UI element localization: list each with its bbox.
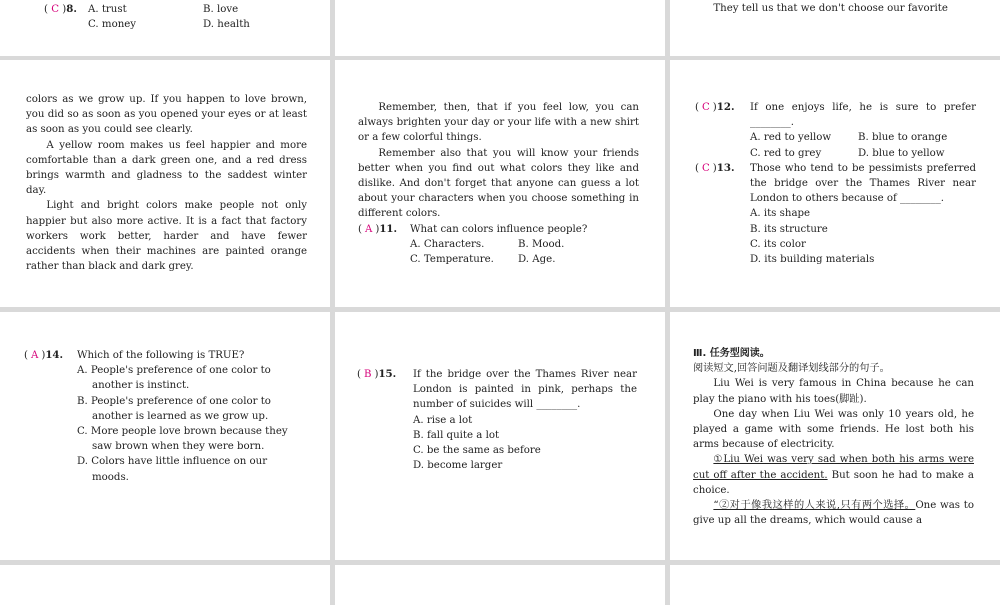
- instruction: 阅读短文,回答问题及翻译划线部分的句子。: [693, 363, 890, 375]
- option-a: A. its shape: [750, 208, 811, 220]
- panel-top-right: [670, 0, 1000, 56]
- question-number: 12.: [716, 101, 735, 113]
- panel-task-reading: [670, 312, 1000, 560]
- question-11: ( A )11. What can colors influence people?: [358, 222, 588, 235]
- option-b: B. its structure: [750, 223, 828, 235]
- question-stem: If the bridge over the Thames River near London is painted in pink, perhaps the number of suicides will ________.: [413, 369, 637, 411]
- passage-line: They tell us that we don't choose our favorite: [713, 3, 948, 15]
- option-a: A. People's preference of one color to another is instinct.: [77, 365, 271, 392]
- option-c: C. Temperature.: [410, 254, 494, 266]
- answer-12: C: [701, 102, 710, 113]
- option-b: B. People's preference of one color to another is learned as we grow up.: [77, 395, 271, 422]
- question-15: ( B )15. If the bridge over the Thames River near London is painted in pink, perhaps the number of suicides will ________.: [357, 368, 637, 411]
- answer-13: C: [701, 162, 710, 174]
- option-d: D. become larger: [413, 460, 503, 472]
- panel-questions-12-13: [670, 60, 1000, 307]
- question-number: 11.: [379, 222, 398, 235]
- answer-11: A: [364, 223, 373, 235]
- option-d: D. its building materials: [750, 254, 875, 266]
- answer-14: A: [30, 350, 39, 361]
- options: [24, 363, 307, 485]
- section-heading: Ⅲ. 任务型阅读。: [693, 348, 770, 359]
- paragraph: [693, 452, 974, 498]
- option-b: B. fall quite a lot: [413, 429, 500, 441]
- question-stem: Those who tend to be pessimists preferred the bridge over the Thames River near London to others because of ________.: [750, 162, 976, 205]
- option-d: D. Colors have little influence on our moods.: [77, 456, 268, 483]
- question-12: ( C )12. If one enjoys life, he is sure to prefer ________.: [695, 101, 976, 129]
- panel-question-15: [335, 312, 665, 560]
- panel-bottom-middle: [335, 565, 665, 605]
- option-b: B. love: [203, 4, 239, 15]
- answer-8: C: [51, 4, 60, 15]
- paragraph: Remember, then, that if you feel low, you can always brighten your day or your life with a new shirt or a few colorful things.: [358, 102, 639, 144]
- option-b: B. Mood.: [518, 238, 565, 250]
- option-d: D. health: [203, 19, 250, 31]
- question-13: ( C )13. Those who tend to be pessimists preferred the bridge over the Thames River near London to others because of ________.: [695, 161, 976, 205]
- panel-bottom-left: [0, 565, 330, 605]
- question-number: 13.: [716, 161, 735, 174]
- panel-question-14: [0, 312, 330, 560]
- answer-15: B: [363, 369, 372, 380]
- option-c: C. be the same as before: [413, 445, 541, 457]
- paragraph: One day when Liu Wei was only 10 years old, he played a game with some friends. He lost both his arms because of electricity.: [693, 408, 974, 451]
- option-d: D. Age.: [518, 254, 556, 266]
- option-b: B. blue to orange: [858, 132, 948, 144]
- question-8: ( C )8. A. trust B. love C. money D. health: [44, 2, 314, 32]
- option-c: C. red to grey: [750, 147, 822, 159]
- panel-top-left: [0, 0, 330, 56]
- options: [695, 130, 976, 160]
- option-c: C. its color: [750, 238, 806, 250]
- question-number: 8.: [66, 3, 77, 15]
- question-stem: Which of the following is TRUE?: [77, 350, 245, 361]
- sentence: But soon he had to make a choice.: [693, 469, 974, 496]
- panel-bottom-right: [670, 565, 1000, 605]
- panel-passage-remember: [335, 60, 665, 307]
- question-stem: If one enjoys life, he is sure to prefer ________.: [750, 102, 976, 129]
- panel-passage-colors: [0, 60, 330, 307]
- option-a: A. trust: [88, 4, 127, 15]
- question-number: 15.: [378, 368, 397, 380]
- question-stem: What can colors influence people?: [410, 223, 588, 235]
- paragraph: A yellow room makes us feel happier and more comfortable than a dark green one, and a red dress brings warmth and gladness to the saddest winter day.: [26, 139, 307, 197]
- option-a: A. rise a lot: [413, 414, 473, 426]
- question-number: 14.: [45, 349, 64, 361]
- panel-top-middle: [335, 0, 665, 56]
- option-d: D. blue to yellow: [858, 147, 945, 159]
- options: [358, 237, 639, 267]
- option-a: A. red to yellow: [750, 132, 832, 144]
- option-c: C. money: [88, 19, 137, 31]
- underlined-sentence-2: “②对于像我这样的人来说,只有两个选择。: [713, 500, 916, 512]
- paragraph: Remember also that you will know your friends better when you find out what colors they like and dislike. And don't forget that anyone can guess a lot about your characters when you choose something in different colors.: [358, 147, 639, 220]
- options: [695, 206, 976, 267]
- paragraph: Liu Wei is very famous in China because he can play the piano with his toes(脚趾).: [693, 378, 974, 405]
- paragraph: Light and bright colors make people not only happier but also more active. It is a fact that factory workers work better, harder and have fewer accidents when their machines are painted orange rather than black and dark grey.: [26, 200, 307, 273]
- option-c: C. More people love brown because they saw brown when they were born.: [77, 426, 288, 453]
- options: [357, 413, 637, 474]
- sentence: One was to give up all the dreams, which would cause a: [693, 500, 974, 527]
- paragraph: colors as we grow up. If you happen to love brown, you did so as soon as you opened your eyes or at least as soon as you could see clearly.: [26, 94, 307, 136]
- question-14: ( A )14. Which of the following is TRUE?: [24, 349, 245, 361]
- paragraph: [693, 498, 974, 528]
- underlined-sentence-1: ①Liu Wei was very sad when both his arms were cut off after the accident.: [693, 454, 974, 481]
- option-a: A. Characters.: [410, 238, 485, 250]
